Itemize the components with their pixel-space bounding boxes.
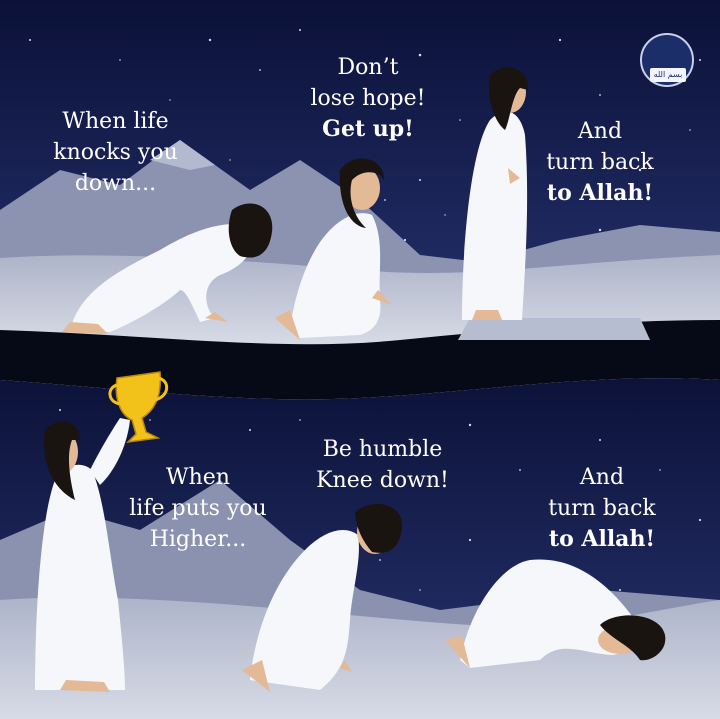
logo-text: بسم الله: [653, 70, 683, 79]
caption-line: Knee down!: [316, 468, 449, 493]
caption-line: down...: [74, 171, 157, 196]
caption-line: knocks you: [53, 140, 178, 165]
caption-line: And: [577, 119, 623, 144]
caption-line: turn back: [548, 496, 656, 521]
caption-line: to Allah!: [546, 180, 654, 206]
caption-line: When: [166, 465, 230, 490]
caption-line: Get up!: [322, 116, 414, 142]
caption-line: turn back: [546, 150, 654, 175]
caption-bottom-left: [108, 462, 288, 555]
caption-line: Higher...: [149, 527, 247, 552]
caption-top-middle: [288, 52, 448, 145]
caption-top-right: [520, 116, 680, 209]
caption-bottom-right: [522, 462, 682, 555]
caption-line: Be humble: [322, 437, 443, 462]
caption-line: lose hope!: [310, 86, 426, 111]
caption-line: life puts you: [129, 496, 267, 521]
caption-line: When life: [62, 109, 169, 134]
caption-line: And: [579, 465, 625, 490]
caption-top-left: [28, 106, 203, 199]
caption-bottom-middle: [290, 434, 475, 496]
caption-line: to Allah!: [548, 526, 656, 552]
caption-line: Don’t: [337, 55, 399, 80]
